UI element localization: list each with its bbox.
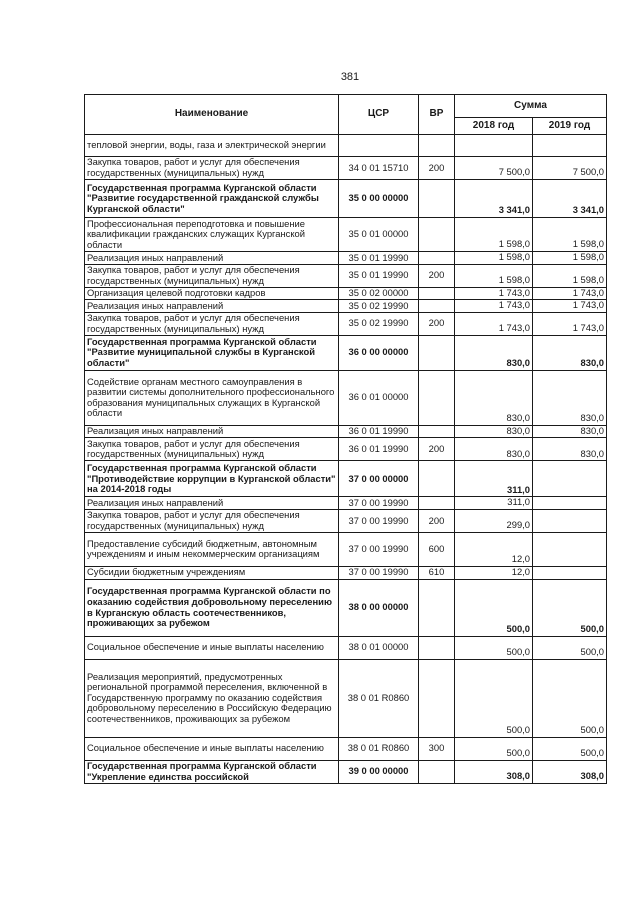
row-csr: 36 0 00 00000 bbox=[339, 335, 419, 370]
row-sum-2018: 1 598,0 bbox=[455, 252, 533, 265]
row-csr: 37 0 00 19990 bbox=[339, 532, 419, 566]
header-sum: Сумма bbox=[455, 95, 607, 118]
row-sum-2019: 1 598,0 bbox=[533, 252, 607, 265]
row-sum-2019: 1 743,0 bbox=[533, 287, 607, 300]
row-csr: 38 0 00 00000 bbox=[339, 579, 419, 636]
row-csr: 35 0 02 19990 bbox=[339, 300, 419, 313]
row-sum-2018: 311,0 bbox=[455, 461, 533, 497]
row-csr: 37 0 00 19990 bbox=[339, 566, 419, 579]
row-vr bbox=[419, 760, 455, 783]
row-sum-2019: 3 341,0 bbox=[533, 180, 607, 218]
table-row bbox=[85, 135, 607, 157]
row-sum-2018: 830,0 bbox=[455, 425, 533, 438]
table-row bbox=[85, 300, 607, 313]
row-csr: 38 0 01 R0860 bbox=[339, 737, 419, 760]
table-row bbox=[85, 760, 607, 783]
table-row bbox=[85, 425, 607, 438]
row-name: Предоставление субсидий бюджетным, автономным учреждениям и иным некоммерческим организациям bbox=[85, 532, 339, 566]
header-name: Наименование bbox=[85, 95, 339, 135]
row-sum-2019: 830,0 bbox=[533, 425, 607, 438]
header-2018: 2018 год bbox=[455, 118, 533, 135]
row-sum-2019 bbox=[533, 461, 607, 497]
table-row bbox=[85, 579, 607, 636]
header-csr: ЦСР bbox=[339, 95, 419, 135]
row-name: Государственная программа Курганской области "Развитие муниципальной службы в Курганской области" bbox=[85, 335, 339, 370]
row-name: Закупка товаров, работ и услуг для обеспечения государственных (муниципальных) нужд bbox=[85, 264, 339, 287]
header-vr: ВР bbox=[419, 95, 455, 135]
table-row bbox=[85, 566, 607, 579]
row-name: Государственная программа Курганской области "Противодействие коррупции в Курганской области" на 2014-2018 годы bbox=[85, 461, 339, 497]
row-csr: 39 0 00 00000 bbox=[339, 760, 419, 783]
row-vr bbox=[419, 218, 455, 252]
row-csr: 35 0 01 19990 bbox=[339, 252, 419, 265]
row-sum-2019 bbox=[533, 509, 607, 532]
row-csr: 36 0 01 19990 bbox=[339, 425, 419, 438]
row-name: Реализация иных направлений bbox=[85, 425, 339, 438]
row-name: Государственная программа Курганской области "Укрепление единства российской bbox=[85, 760, 339, 783]
table-row bbox=[85, 157, 607, 180]
row-sum-2018: 12,0 bbox=[455, 566, 533, 579]
table-row bbox=[85, 252, 607, 265]
row-sum-2018: 3 341,0 bbox=[455, 180, 533, 218]
row-sum-2019: 1 743,0 bbox=[533, 300, 607, 313]
table-row bbox=[85, 312, 607, 335]
row-csr: 35 0 02 19990 bbox=[339, 312, 419, 335]
row-csr: 35 0 01 19990 bbox=[339, 264, 419, 287]
row-vr: 200 bbox=[419, 312, 455, 335]
table-row bbox=[85, 737, 607, 760]
row-sum-2018: 299,0 bbox=[455, 509, 533, 532]
row-sum-2019: 500,0 bbox=[533, 659, 607, 737]
row-name: Закупка товаров, работ и услуг для обеспечения государственных (муниципальных) нужд bbox=[85, 312, 339, 335]
row-vr bbox=[419, 461, 455, 497]
row-vr bbox=[419, 579, 455, 636]
row-vr: 610 bbox=[419, 566, 455, 579]
row-sum-2018: 308,0 bbox=[455, 760, 533, 783]
row-csr: 38 0 01 00000 bbox=[339, 636, 419, 659]
table-row bbox=[85, 287, 607, 300]
row-vr: 200 bbox=[419, 264, 455, 287]
row-name: Реализация иных направлений bbox=[85, 252, 339, 265]
row-csr: 37 0 00 19990 bbox=[339, 509, 419, 532]
row-csr: 36 0 01 00000 bbox=[339, 370, 419, 425]
row-sum-2018: 500,0 bbox=[455, 737, 533, 760]
table-body bbox=[85, 135, 607, 784]
row-name: Социальное обеспечение и иные выплаты населению bbox=[85, 737, 339, 760]
row-vr bbox=[419, 659, 455, 737]
row-vr: 600 bbox=[419, 532, 455, 566]
row-name: Организация целевой подготовки кадров bbox=[85, 287, 339, 300]
row-csr: 34 0 01 15710 bbox=[339, 157, 419, 180]
row-sum-2018: 500,0 bbox=[455, 659, 533, 737]
page-number: 381 bbox=[340, 71, 360, 83]
header-2019: 2019 год bbox=[533, 118, 607, 135]
row-vr: 200 bbox=[419, 157, 455, 180]
row-sum-2018: 1 743,0 bbox=[455, 287, 533, 300]
row-csr: 35 0 02 00000 bbox=[339, 287, 419, 300]
row-name: Профессиональная переподготовка и повышение квалификации гражданских служащих Курганской области bbox=[85, 218, 339, 252]
row-sum-2018 bbox=[455, 135, 533, 157]
row-sum-2018: 1 743,0 bbox=[455, 312, 533, 335]
row-name: Закупка товаров, работ и услуг для обеспечения государственных (муниципальных) нужд bbox=[85, 157, 339, 180]
row-sum-2019: 1 743,0 bbox=[533, 312, 607, 335]
row-sum-2018: 500,0 bbox=[455, 636, 533, 659]
row-vr bbox=[419, 636, 455, 659]
row-sum-2019: 7 500,0 bbox=[533, 157, 607, 180]
row-name: Реализация иных направлений bbox=[85, 300, 339, 313]
table-row bbox=[85, 636, 607, 659]
row-vr bbox=[419, 425, 455, 438]
row-vr: 200 bbox=[419, 438, 455, 461]
row-name: Закупка товаров, работ и услуг для обеспечения государственных (муниципальных) нужд bbox=[85, 438, 339, 461]
table-row bbox=[85, 509, 607, 532]
row-vr bbox=[419, 135, 455, 157]
row-sum-2019 bbox=[533, 135, 607, 157]
row-name: Реализация иных направлений bbox=[85, 497, 339, 510]
row-csr bbox=[339, 135, 419, 157]
row-sum-2018: 311,0 bbox=[455, 497, 533, 510]
row-sum-2018: 830,0 bbox=[455, 370, 533, 425]
row-name: Содействие органам местного самоуправления в развитии системы дополнительного профессионального образования муниципальных служащих в Курганской области bbox=[85, 370, 339, 425]
row-sum-2019: 1 598,0 bbox=[533, 264, 607, 287]
row-vr bbox=[419, 370, 455, 425]
row-sum-2018: 830,0 bbox=[455, 438, 533, 461]
table-row bbox=[85, 497, 607, 510]
row-vr bbox=[419, 252, 455, 265]
table-row bbox=[85, 532, 607, 566]
row-name: Закупка товаров, работ и услуг для обеспечения государственных (муниципальных) нужд bbox=[85, 509, 339, 532]
row-vr bbox=[419, 287, 455, 300]
row-sum-2018: 1 598,0 bbox=[455, 264, 533, 287]
row-csr: 37 0 00 19990 bbox=[339, 497, 419, 510]
row-vr bbox=[419, 300, 455, 313]
row-sum-2019 bbox=[533, 566, 607, 579]
row-name: тепловой энергии, воды, газа и электрической энергии bbox=[85, 135, 339, 157]
row-sum-2018: 12,0 bbox=[455, 532, 533, 566]
row-csr: 35 0 01 00000 bbox=[339, 218, 419, 252]
row-csr: 36 0 01 19990 bbox=[339, 438, 419, 461]
table-row bbox=[85, 180, 607, 218]
row-sum-2019 bbox=[533, 497, 607, 510]
row-sum-2018: 500,0 bbox=[455, 579, 533, 636]
table-row bbox=[85, 335, 607, 370]
row-name: Государственная программа Курганской области по оказанию содействия добровольному переселению в Курганскую область соотечественников, проживающих за рубежом bbox=[85, 579, 339, 636]
row-vr: 300 bbox=[419, 737, 455, 760]
row-vr bbox=[419, 335, 455, 370]
row-sum-2019: 308,0 bbox=[533, 760, 607, 783]
table-row bbox=[85, 461, 607, 497]
row-sum-2018: 830,0 bbox=[455, 335, 533, 370]
row-name: Субсидии бюджетным учреждениям bbox=[85, 566, 339, 579]
table-row bbox=[85, 264, 607, 287]
row-sum-2019: 830,0 bbox=[533, 335, 607, 370]
row-sum-2019: 830,0 bbox=[533, 438, 607, 461]
table-row bbox=[85, 370, 607, 425]
table-row bbox=[85, 438, 607, 461]
row-sum-2019: 500,0 bbox=[533, 579, 607, 636]
row-sum-2019: 500,0 bbox=[533, 636, 607, 659]
row-sum-2018: 1 743,0 bbox=[455, 300, 533, 313]
row-name: Государственная программа Курганской области "Развитие государственной гражданской службы Курганской области" bbox=[85, 180, 339, 218]
row-sum-2019: 500,0 bbox=[533, 737, 607, 760]
row-sum-2019: 1 598,0 bbox=[533, 218, 607, 252]
row-vr: 200 bbox=[419, 509, 455, 532]
row-sum-2019 bbox=[533, 532, 607, 566]
row-csr: 38 0 01 R0860 bbox=[339, 659, 419, 737]
row-csr: 37 0 00 00000 bbox=[339, 461, 419, 497]
row-sum-2018: 1 598,0 bbox=[455, 218, 533, 252]
row-name: Реализация мероприятий, предусмотренных региональной программой переселения, включенной в Государственную программу по оказанию содействия добровольному переселению в Российскую Федерацию соотечественников, проживающих за рубежом bbox=[85, 659, 339, 737]
row-name: Социальное обеспечение и иные выплаты населению bbox=[85, 636, 339, 659]
row-vr bbox=[419, 497, 455, 510]
row-sum-2018: 7 500,0 bbox=[455, 157, 533, 180]
table-row bbox=[85, 218, 607, 252]
budget-table bbox=[84, 94, 607, 784]
table-row bbox=[85, 659, 607, 737]
row-sum-2019: 830,0 bbox=[533, 370, 607, 425]
row-csr: 35 0 00 00000 bbox=[339, 180, 419, 218]
row-vr bbox=[419, 180, 455, 218]
